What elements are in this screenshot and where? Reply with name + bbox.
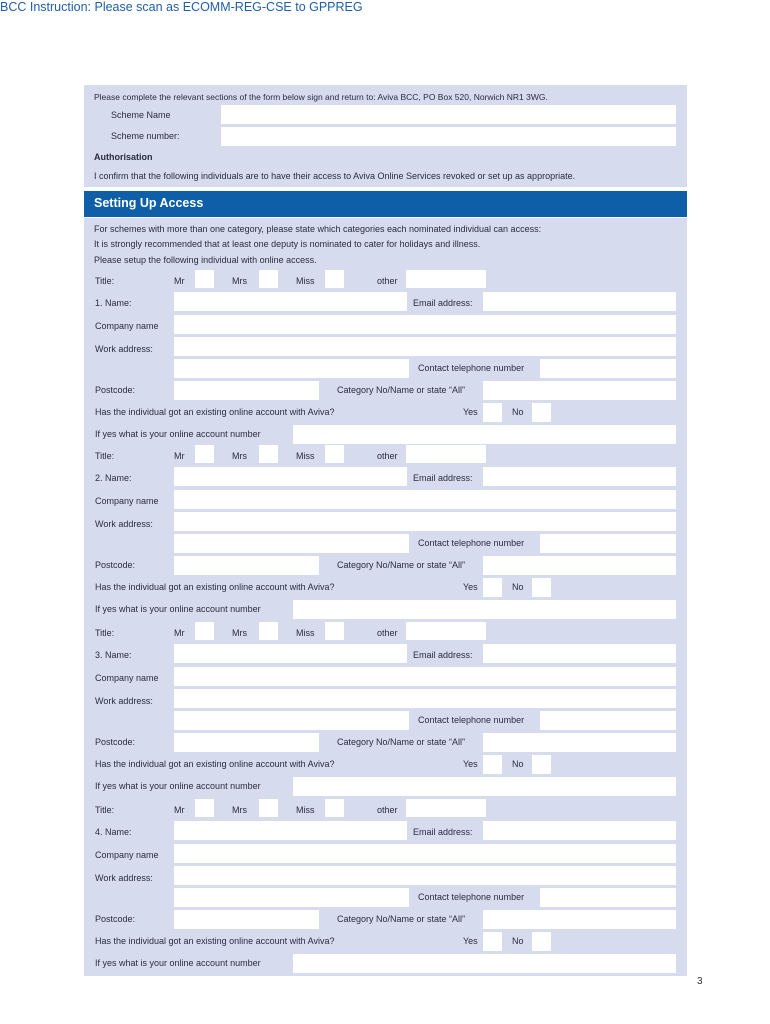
scheme-name-input[interactable] xyxy=(221,105,676,124)
yes-label: Yes xyxy=(463,759,478,769)
title-mr-checkbox[interactable] xyxy=(195,270,214,288)
yes-checkbox[interactable] xyxy=(483,932,502,951)
title-label: Title: xyxy=(95,805,115,815)
postcode-label: Postcode: xyxy=(95,385,136,395)
contact-phone-label: Contact telephone number xyxy=(418,538,525,548)
title-label: Title: xyxy=(95,628,115,638)
account-number-label: If yes what is your online account number xyxy=(95,781,261,791)
no-label: No xyxy=(512,407,524,417)
postcode-label: Postcode: xyxy=(95,914,136,924)
title-mr-label: Mr xyxy=(174,276,185,286)
title-mr-label: Mr xyxy=(174,628,185,638)
title-mrs-checkbox[interactable] xyxy=(259,799,278,817)
title-miss-checkbox[interactable] xyxy=(325,799,344,817)
name-input[interactable] xyxy=(174,644,407,663)
postcode-input[interactable] xyxy=(174,381,319,400)
category-input[interactable] xyxy=(483,910,676,929)
account-number-input[interactable] xyxy=(293,954,676,973)
email-label: Email address: xyxy=(413,298,473,308)
title-mrs-label: Mrs xyxy=(232,451,247,461)
category-input[interactable] xyxy=(483,733,676,752)
title-other-label: other xyxy=(377,805,398,815)
yes-checkbox[interactable] xyxy=(483,755,502,774)
title-mrs-label: Mrs xyxy=(232,628,247,638)
yes-checkbox[interactable] xyxy=(483,403,502,422)
contact-phone-label: Contact telephone number xyxy=(418,363,525,373)
account-number-label: If yes what is your online account number xyxy=(95,958,261,968)
title-other-label: other xyxy=(377,451,398,461)
section-title: Setting Up Access xyxy=(94,196,204,210)
email-input[interactable] xyxy=(483,292,676,311)
company-input[interactable] xyxy=(174,844,676,863)
postcode-input[interactable] xyxy=(174,910,319,929)
title-miss-checkbox[interactable] xyxy=(325,270,344,288)
contact-phone-input[interactable] xyxy=(540,711,676,730)
category-label: Category No/Name or state “All” xyxy=(337,385,466,395)
no-label: No xyxy=(512,582,524,592)
contact-phone-input[interactable] xyxy=(540,359,676,378)
no-checkbox[interactable] xyxy=(532,403,551,422)
intro-text: Please complete the relevant sections of the form below sign and return to: Aviva BCC, PO Box 520, Norwich NR1 3WG. xyxy=(94,92,548,102)
work-address-line2-input[interactable] xyxy=(174,888,409,907)
authorisation-heading: Authorisation xyxy=(94,152,153,162)
account-number-input[interactable] xyxy=(293,600,676,619)
company-input[interactable] xyxy=(174,315,676,334)
category-input[interactable] xyxy=(483,556,676,575)
no-label: No xyxy=(512,759,524,769)
title-mrs-checkbox[interactable] xyxy=(259,445,278,463)
email-label: Email address: xyxy=(413,650,473,660)
no-checkbox[interactable] xyxy=(532,932,551,951)
work-address-input[interactable] xyxy=(174,866,676,885)
company-input[interactable] xyxy=(174,490,676,509)
title-label: Title: xyxy=(95,276,115,286)
work-address-label: Work address: xyxy=(95,519,153,529)
title-mrs-checkbox[interactable] xyxy=(259,270,278,288)
company-label: Company name xyxy=(95,850,159,860)
postcode-input[interactable] xyxy=(174,733,319,752)
work-address-input[interactable] xyxy=(174,512,676,531)
contact-phone-label: Contact telephone number xyxy=(418,892,525,902)
email-input[interactable] xyxy=(483,821,676,840)
email-label: Email address: xyxy=(413,827,473,837)
existing-account-label: Has the individual got an existing online account with Aviva? xyxy=(95,759,335,769)
title-other-input[interactable] xyxy=(406,799,486,817)
name-label: 1. Name: xyxy=(95,298,132,308)
note-line: For schemes with more than one category, please state which categories each nominated individual can access: xyxy=(94,224,542,234)
category-label: Category No/Name or state “All” xyxy=(337,560,466,570)
title-mr-checkbox[interactable] xyxy=(195,445,214,463)
title-mrs-checkbox[interactable] xyxy=(259,622,278,640)
title-mr-label: Mr xyxy=(174,805,185,815)
title-other-input[interactable] xyxy=(406,270,486,288)
title-other-label: other xyxy=(377,628,398,638)
title-other-input[interactable] xyxy=(406,445,486,463)
title-miss-label: Miss xyxy=(296,451,315,461)
no-checkbox[interactable] xyxy=(532,578,551,597)
existing-account-label: Has the individual got an existing online account with Aviva? xyxy=(95,582,335,592)
postcode-input[interactable] xyxy=(174,556,319,575)
title-label: Title: xyxy=(95,451,115,461)
title-other-label: other xyxy=(377,276,398,286)
postcode-label: Postcode: xyxy=(95,560,136,570)
account-number-input[interactable] xyxy=(293,777,676,796)
yes-label: Yes xyxy=(463,407,478,417)
yes-checkbox[interactable] xyxy=(483,578,502,597)
contact-phone-input[interactable] xyxy=(540,534,676,553)
title-miss-label: Miss xyxy=(296,805,315,815)
name-label: 3. Name: xyxy=(95,650,132,660)
note-line: It is strongly recommended that at least one deputy is nominated to cater for holidays and illness. xyxy=(94,239,481,249)
work-address-line2-input[interactable] xyxy=(174,534,409,553)
title-miss-label: Miss xyxy=(296,276,315,286)
category-input[interactable] xyxy=(483,381,676,400)
no-label: No xyxy=(512,936,524,946)
title-miss-checkbox[interactable] xyxy=(325,445,344,463)
title-mr-label: Mr xyxy=(174,451,185,461)
postcode-label: Postcode: xyxy=(95,737,136,747)
title-mrs-label: Mrs xyxy=(232,276,247,286)
scheme-name-label: Scheme Name xyxy=(111,110,171,120)
confirm-text: I confirm that the following individuals are to have their access to Aviva Online Services revoked or set up as appropriate. xyxy=(94,171,576,181)
work-address-input[interactable] xyxy=(174,689,676,708)
name-input[interactable] xyxy=(174,821,407,840)
yes-label: Yes xyxy=(463,582,478,592)
scan-instruction: BCC Instruction: Please scan as ECOMM-REG-CSE to GPPREG xyxy=(0,0,363,14)
email-input[interactable] xyxy=(483,467,676,486)
work-address-line2-input[interactable] xyxy=(174,359,409,378)
existing-account-label: Has the individual got an existing online account with Aviva? xyxy=(95,936,335,946)
company-label: Company name xyxy=(95,673,159,683)
email-input[interactable] xyxy=(483,644,676,663)
company-label: Company name xyxy=(95,496,159,506)
category-label: Category No/Name or state “All” xyxy=(337,737,466,747)
no-checkbox[interactable] xyxy=(532,755,551,774)
work-address-label: Work address: xyxy=(95,344,153,354)
title-miss-checkbox[interactable] xyxy=(325,622,344,640)
work-address-input[interactable] xyxy=(174,337,676,356)
contact-phone-label: Contact telephone number xyxy=(418,715,525,725)
title-mr-checkbox[interactable] xyxy=(195,622,214,640)
name-input[interactable] xyxy=(174,467,407,486)
work-address-label: Work address: xyxy=(95,696,153,706)
name-input[interactable] xyxy=(174,292,407,311)
scheme-number-label: Scheme number: xyxy=(111,131,180,141)
scheme-number-input[interactable] xyxy=(221,127,676,146)
title-other-input[interactable] xyxy=(406,622,486,640)
account-number-label: If yes what is your online account number xyxy=(95,604,261,614)
company-label: Company name xyxy=(95,321,159,331)
note-line: Please setup the following individual with online access. xyxy=(94,255,317,265)
page-number: 3 xyxy=(697,976,703,987)
setting-up-access-band xyxy=(84,191,687,217)
work-address-label: Work address: xyxy=(95,873,153,883)
account-number-label: If yes what is your online account number xyxy=(95,429,261,439)
company-input[interactable] xyxy=(174,667,676,686)
account-number-input[interactable] xyxy=(293,425,676,444)
name-label: 2. Name: xyxy=(95,473,132,483)
category-label: Category No/Name or state “All” xyxy=(337,914,466,924)
title-mr-checkbox[interactable] xyxy=(195,799,214,817)
contact-phone-input[interactable] xyxy=(540,888,676,907)
email-label: Email address: xyxy=(413,473,473,483)
yes-label: Yes xyxy=(463,936,478,946)
title-mrs-label: Mrs xyxy=(232,805,247,815)
work-address-line2-input[interactable] xyxy=(174,711,409,730)
name-label: 4. Name: xyxy=(95,827,132,837)
title-miss-label: Miss xyxy=(296,628,315,638)
existing-account-label: Has the individual got an existing online account with Aviva? xyxy=(95,407,335,417)
